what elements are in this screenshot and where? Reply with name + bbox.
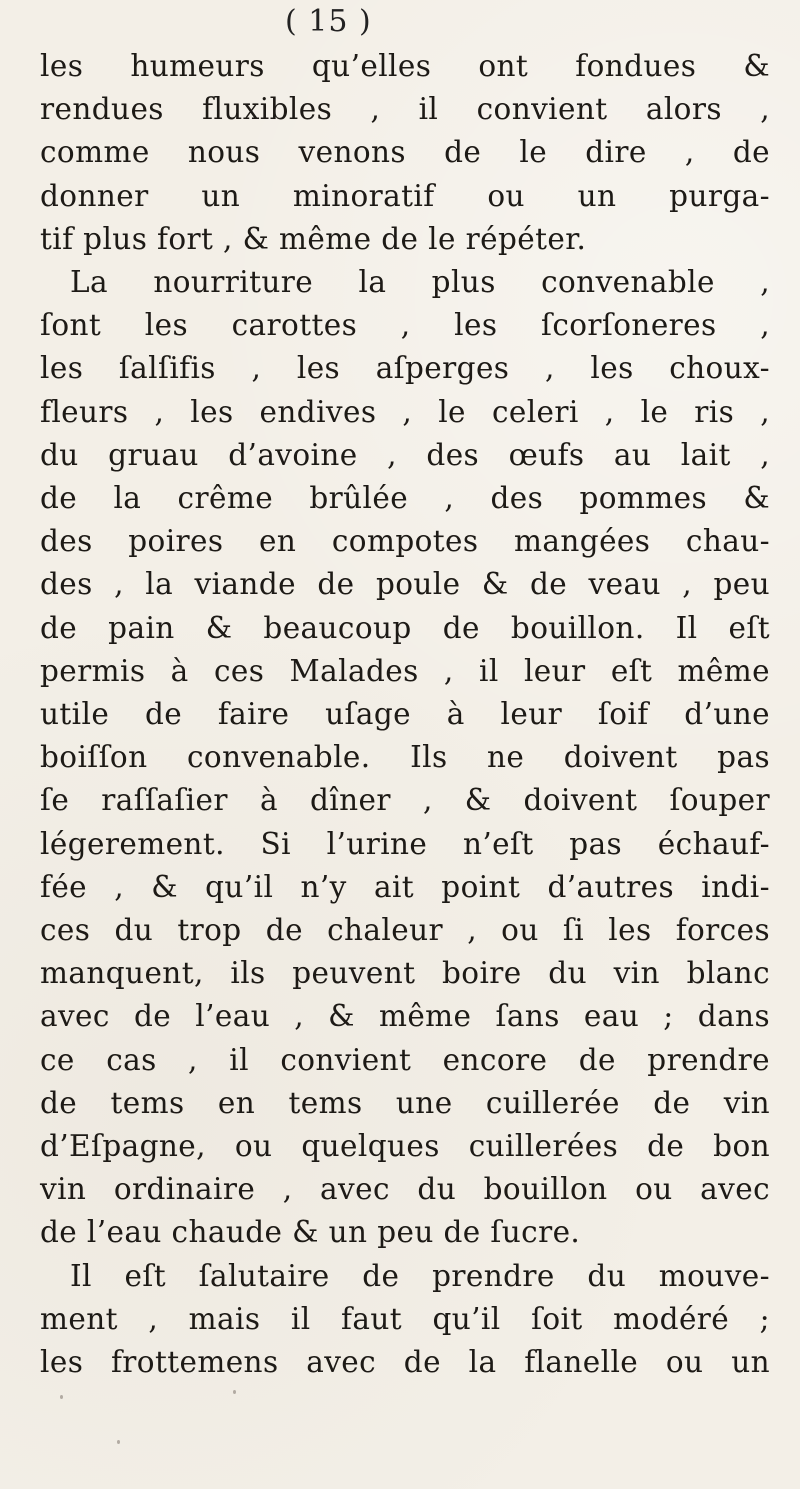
text-line: fée , & qu’il n’y ait point d’autres indi-	[40, 869, 770, 904]
text-line: vin ordinaire , avec du bouillon ou avec	[40, 1172, 770, 1207]
text-line: d’Eſpagne, ou quelques cuillerées de bon	[40, 1129, 770, 1164]
text-line: ment , mais il faut qu’il ſoit modéré ;	[40, 1301, 770, 1336]
text-line: de pain & beaucoup de bouillon. Il eſt	[40, 610, 770, 645]
text-line: fleurs , les endives , le celeri , le ris ,	[40, 394, 770, 429]
text-line: ce cas , il convient encore de prendre	[40, 1042, 770, 1077]
text-line: ſont les carottes , les ſcorſoneres ,	[40, 308, 770, 343]
text-line: ſe raſſaſier à dîner , & doivent ſouper	[40, 783, 770, 818]
text-line: les frottemens avec de la flanelle ou un	[40, 1345, 770, 1380]
text-line: de tems en tems une cuillerée de vin	[40, 1085, 770, 1120]
page-number: ( 15 )	[285, 4, 372, 39]
text-line: comme nous venons de le dire , de	[40, 135, 770, 170]
text-line: des , la viande de poule & de veau , peu	[40, 567, 770, 602]
text-line: de la crême brûlée , des pommes &	[40, 481, 770, 516]
text-line: donner un minoratif ou un purga-	[40, 178, 770, 213]
text-line: permis à ces Malades , il leur eſt même	[40, 653, 770, 688]
text-line: manquent, ils peuvent boire du vin blanc	[40, 956, 770, 991]
body-text	[40, 45, 770, 1384]
text-line: ces du trop de chaleur , ou ſi les forces	[40, 913, 770, 948]
paper-speck	[60, 1395, 63, 1399]
text-line: utile de faire uſage à leur ſoif d’une	[40, 697, 770, 732]
text-line: de l’eau chaude & un peu de ſucre.	[40, 1215, 581, 1250]
text-line: rendues fluxibles , il convient alors ,	[40, 92, 770, 127]
text-line: du gruau d’avoine , des œufs au lait ,	[40, 437, 770, 472]
text-line: les ſalſifis , les aſperges , les choux-	[40, 351, 770, 386]
text-line: tif plus fort , & même de le répéter.	[40, 221, 587, 256]
paper-speck	[117, 1440, 120, 1444]
text-line: boiſſon convenable. Ils ne doivent pas	[40, 740, 770, 775]
text-line-paragraph-start: Il eſt ſalutaire de prendre du mouve-	[70, 1258, 770, 1293]
text-line-paragraph-start: La nourriture la plus convenable ,	[70, 265, 770, 300]
paper-speck	[233, 1390, 236, 1394]
text-line: légerement. Si l’urine n’eſt pas échauf-	[40, 826, 770, 861]
text-line: les humeurs qu’elles ont fondues &	[40, 49, 770, 83]
text-line: avec de l’eau , & même ſans eau ; dans	[40, 999, 770, 1034]
text-line: des poires en compotes mangées chau-	[40, 524, 770, 559]
